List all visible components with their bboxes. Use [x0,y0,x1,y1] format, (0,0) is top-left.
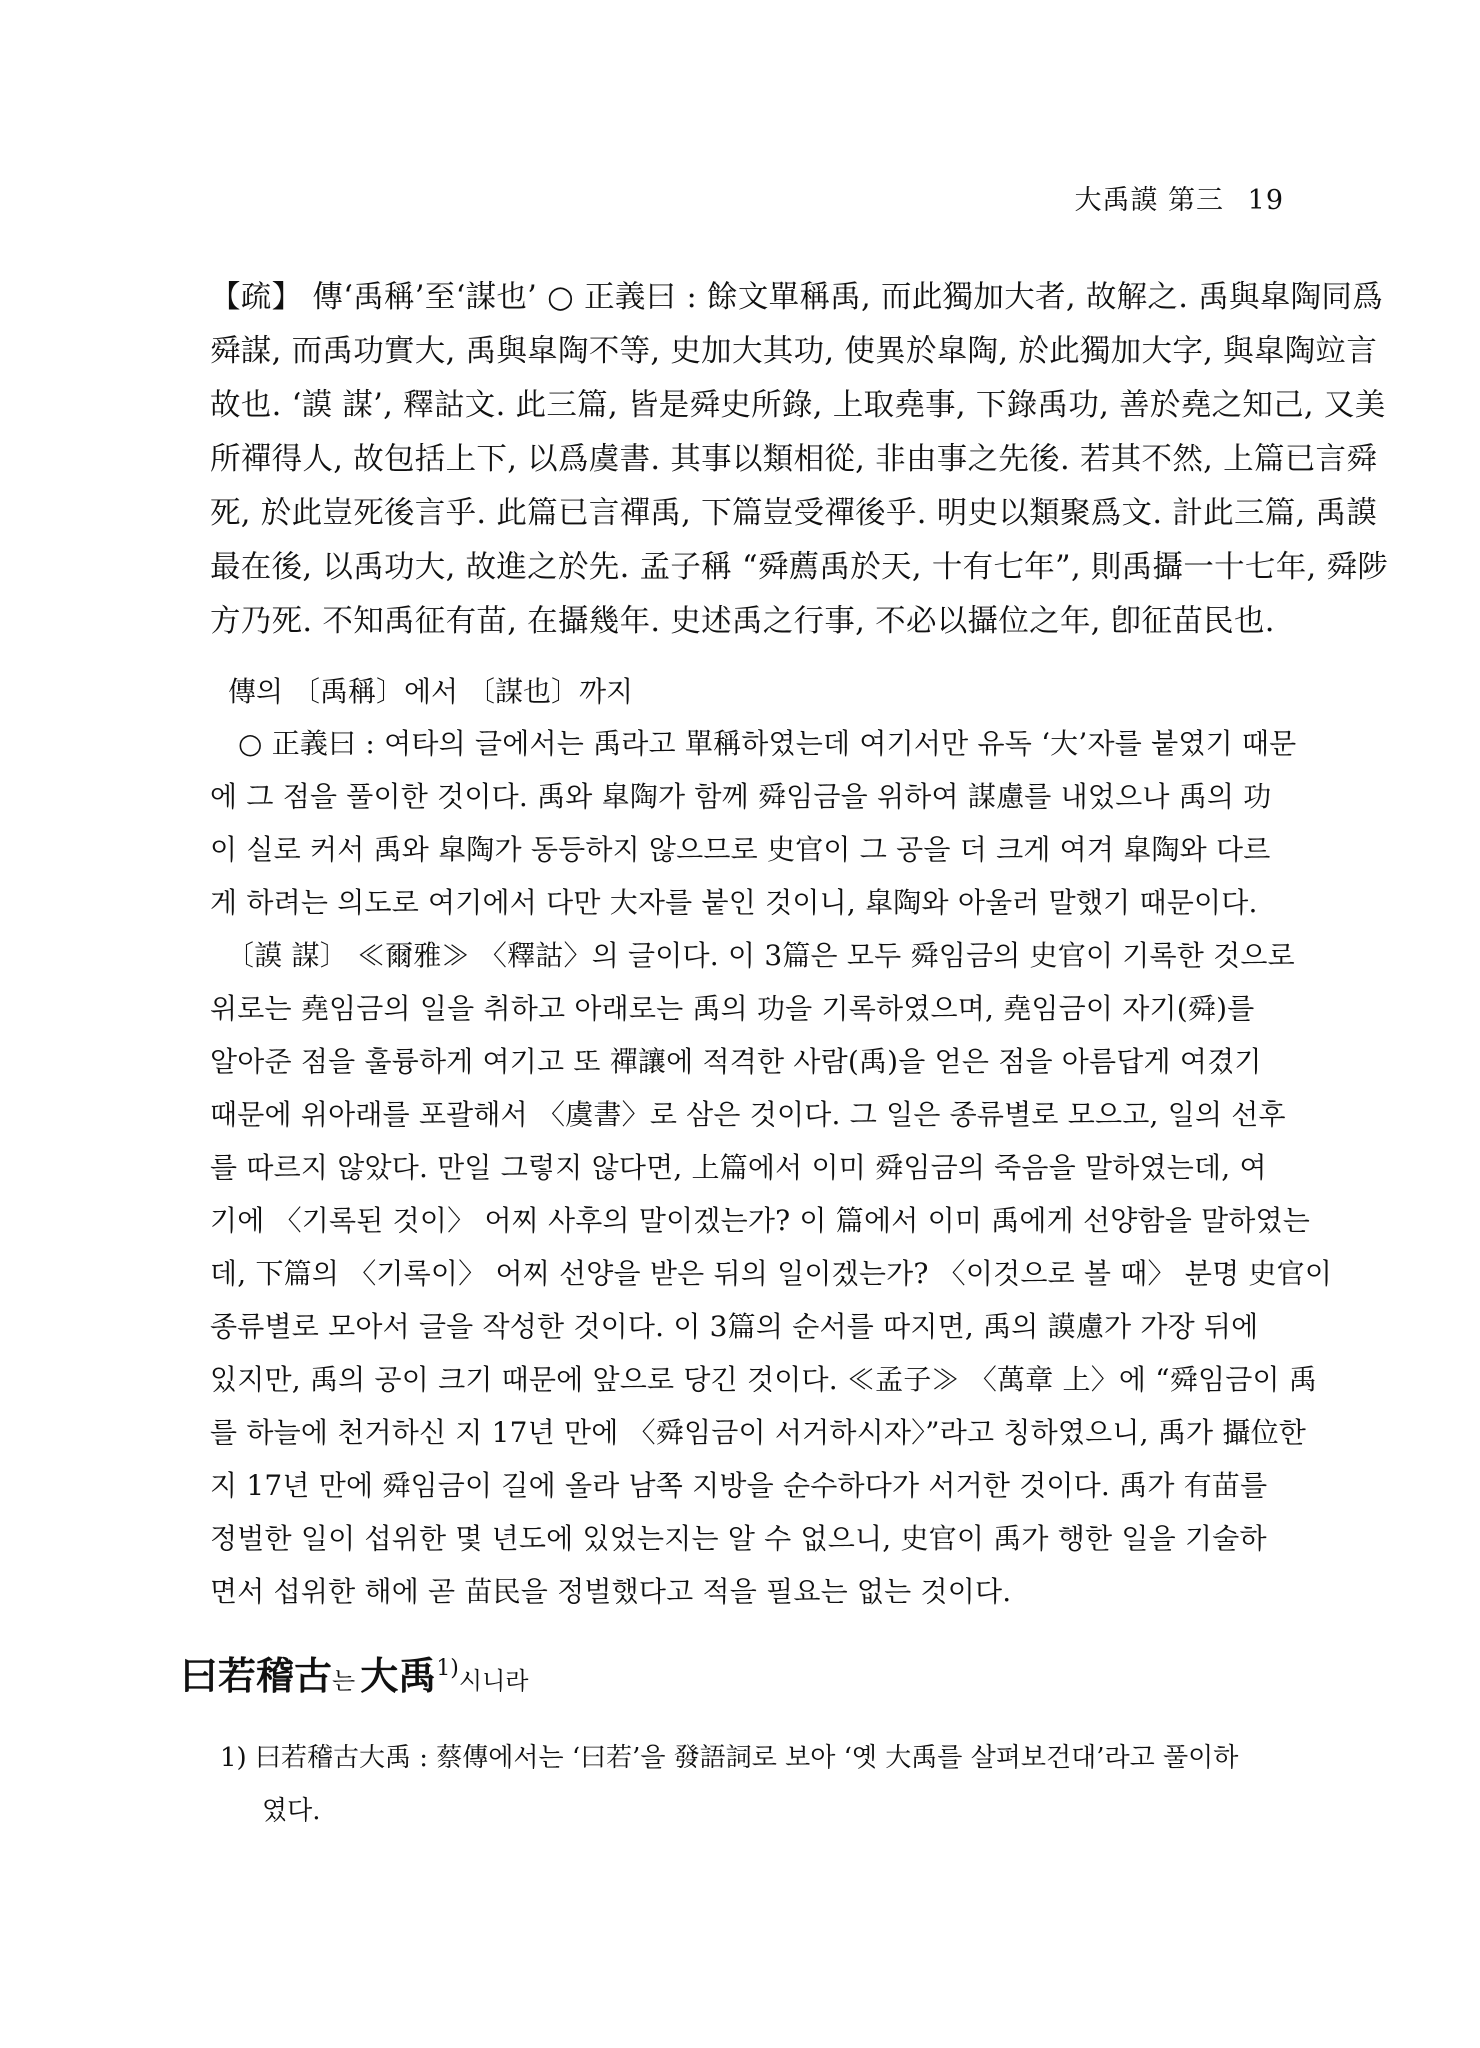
translation-line: 를 따르지 않았다. 만일 그렇지 않다면, 上篇에서 이미 舜임금의 죽음을 말하였는데, 여 [210,1151,1267,1184]
section-subheading: 傳의 〔禹稱〕에서 〔謀也〕까지 [228,675,634,708]
scripture-heading [180,1645,528,1700]
translation-line: 에 그 점을 풀이한 것이다. 禹와 皐陶가 함께 舜임금을 위하여 謀慮를 내었으나 禹의 功 [210,780,1272,813]
translation-line: 위로는 堯임금의 일을 취하고 아래로는 禹의 功을 기록하였으며, 堯임금이 자기(舜)를 [210,992,1255,1025]
commentary-line: 【疏】 傳‘禹稱’至‘謀也’ ○ 正義曰 : 餘文單稱禹, 而此獨加大者, 故解之. 禹與皐陶同爲 [210,280,1384,315]
translation-line: 게 하려는 의도로 여기에서 다만 大자를 붙인 것이니, 皐陶와 아울러 말했기 때문이다. [210,886,1258,919]
translation-line: 지 17년 만에 舜임금이 길에 올라 남쪽 지방을 순수하다가 서거한 것이다. 禹가 有苗를 [210,1469,1268,1502]
footnote-reference[interactable]: 1) [436,1656,459,1681]
running-title: 大禹謨 第三 [1074,185,1225,216]
footnote-line [220,1737,1280,1774]
translation-line: 때문에 위아래를 포괄해서 〈虞書〉로 삼은 것이다. 그 일은 종류별로 모으고, 일의 선후 [210,1098,1286,1131]
commentary-line: 舜謀, 而禹功實大, 禹與皐陶不等, 史加大其功, 使異於皐陶, 於此獨加大字, 與皐陶竝言 [210,334,1378,369]
translation-line: 기에 〈기록된 것이〉 어찌 사후의 말이겠는가? 이 篇에서 이미 禹에게 선양함을 말하였는 [210,1204,1311,1237]
heading-particle: 는 [332,1667,356,1695]
running-header [1074,178,1284,217]
heading-text-1: 曰若稽古 [180,1653,333,1698]
translation-line: 면서 섭위한 해에 곧 苗民을 정벌했다고 적을 필요는 없는 것이다. [210,1575,1012,1608]
page-number: 19 [1247,185,1284,216]
commentary-line: 最在後, 以禹功大, 故進之於先. 孟子稱 “舜薦禹於天, 十有七年”, 則禹攝一十七年, 舜陟 [210,550,1389,585]
translation-line: ○ 正義曰 : 여타의 글에서는 禹라고 單稱하였는데 여기서만 유독 ‘大’자를 붙였기 때문 [238,727,1297,760]
footnote-text: 曰若稽古大禹 : 蔡傳에서는 ‘曰若’을 發語詞로 보아 ‘옛 大禹를 살펴보건대’라고 풀이하 [254,1743,1239,1773]
heading-ending: 시니라 [458,1667,529,1695]
translation-line: 데, 下篇의 〈기록이〉 어찌 선양을 받은 뒤의 일이겠는가? 〈이것으로 볼 때〉 분명 史官이 [210,1257,1333,1290]
translation-line: 알아준 점을 훌륭하게 여기고 또 禪讓에 적격한 사람(禹)을 얻은 점을 아름답게 여겼기 [210,1045,1262,1078]
translation-line: 〔謨 謀〕 ≪爾雅≫ 〈釋詁〉의 글이다. 이 3篇은 모두 舜임금의 史官이 기록한 것으로 [226,939,1295,972]
footnote-line: 였다. [262,1796,321,1826]
translation-line: 정벌한 일이 섭위한 몇 년도에 있었는지는 알 수 없으니, 史官이 禹가 행한 일을 기술하 [210,1522,1267,1555]
footnote-marker: 1) [220,1743,247,1773]
commentary-line: 方乃死. 不知禹征有苗, 在攝幾年. 史述禹之行事, 不必以攝位之年, 卽征苗民也. [210,604,1275,639]
heading-text-2: 大禹 [360,1653,437,1698]
translation-line: 있지만, 禹의 공이 크기 때문에 앞으로 당긴 것이다. ≪孟子≫ 〈萬章 上〉에 “舜임금이 禹 [210,1363,1318,1396]
translation-line: 종류별로 모아서 글을 작성한 것이다. 이 3篇의 순서를 따지면, 禹의 謨慮가 가장 뒤에 [210,1310,1259,1343]
commentary-line: 故也. ‘謨 謀’, 釋詁文. 此三篇, 皆是舜史所錄, 上取堯事, 下錄禹功, 善於堯之知己, 又美 [210,388,1386,423]
commentary-line: 所禪得人, 故包括上下, 以爲虞書. 其事以類相從, 非由事之先後. 若其不然, 上篇已言舜 [210,442,1378,477]
translation-line: 를 하늘에 천거하신 지 17년 만에 〈舜임금이 서거하시자〉”라고 칭하였으니, 禹가 攝位한 [210,1416,1307,1449]
commentary-line: 死, 於此豈死後言乎. 此篇已言禪禹, 下篇豈受禪後乎. 明史以類聚爲文. 計此三篇, 禹謨 [210,496,1378,531]
translation-line: 이 실로 커서 禹와 皐陶가 동등하지 않으므로 史官이 그 공을 더 크게 여겨 皐陶와 다르 [210,833,1271,866]
